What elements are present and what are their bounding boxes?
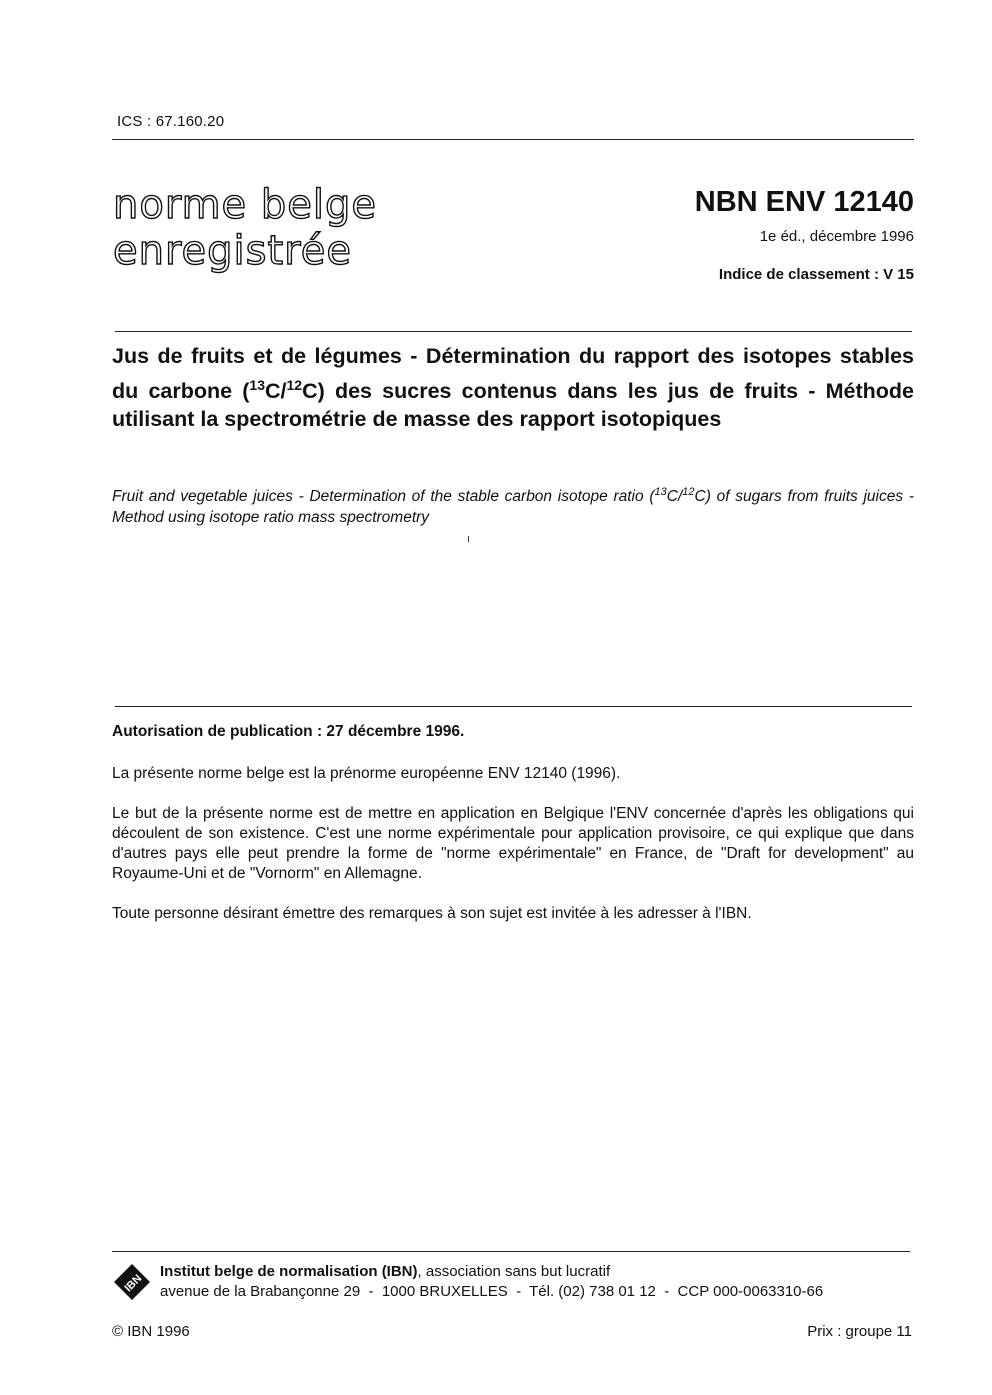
institute-line	[160, 1263, 610, 1280]
institute-name: Institut belge de normalisation (IBN)	[160, 1263, 418, 1280]
title-bottom-rule	[115, 706, 912, 707]
paragraph-2: Le but de la présente norme est de mettre en application en Belgique l'ENV concernée d'après les obligations qui découlent de son existence. C'est une norme expérimentale pour application provisoire, ce qui explique que dans d'autres pays elle peut prendre la forme de "norme expérimentale" en France, de "Draft for development" au Royaume-Uni et de "Vornorm" en Allemagne.	[112, 805, 914, 882]
edition-date: 1e éd., décembre 1996	[759, 228, 914, 245]
title-fr-part1: Jus de fruits et de légumes - Détermination du rapport des isotopes stables du carbone (	[112, 344, 914, 403]
ibn-logo-icon	[112, 1262, 152, 1302]
publication-authorization: Autorisation de publication : 27 décembre 1996.	[112, 723, 465, 740]
institute-suffix: , association sans but lucratif	[417, 1263, 611, 1280]
title-fr-sup2: 12	[286, 376, 303, 393]
title-fr-mid: C/	[265, 378, 287, 403]
title-en-part2: C) of sugars from fruits juices - Method using isotope ratio mass spectrometry	[112, 488, 914, 527]
brand-line-1: norme belge	[113, 182, 377, 228]
header-rule	[112, 139, 914, 140]
title-french	[112, 342, 914, 434]
title-en-part1: Fruit and vegetable juices - Determination of the stable carbon isotope ratio (	[112, 488, 655, 506]
footer-rule	[112, 1251, 910, 1252]
ibn-logo-text: IBN	[122, 1272, 145, 1295]
paragraph-1: La présente norme belge est la prénorme européenne ENV 12140 (1996).	[112, 765, 621, 782]
title-top-rule	[115, 331, 912, 332]
title-fr-part2: C) des sucres contenus dans les jus de fruits - Méthode utilisant la spectrométrie de masse des rapport isotopiques	[112, 378, 914, 432]
title-en-mid: C/	[666, 488, 683, 506]
brand-line-2: enregistrée	[113, 228, 352, 274]
title-en-sup1: 13	[654, 486, 667, 498]
ics-code: ICS : 67.160.20	[117, 113, 225, 130]
institute-address: avenue de la Brabançonne 29 - 1000 BRUXELLES - Tél. (02) 738 01 12 - CCP 000-0063310-66	[160, 1283, 824, 1300]
paragraph-3: Toute personne désirant émettre des remarques à son sujet est invitée à les adresser à l'IBN.	[112, 905, 752, 922]
copyright: © IBN 1996	[112, 1323, 190, 1340]
brand-wordmark	[113, 182, 377, 274]
standard-number: NBN ENV 12140	[694, 186, 914, 218]
title-fr-sup1: 13	[249, 376, 265, 393]
scan-speck: ı	[467, 533, 471, 545]
title-en-sup2: 12	[682, 486, 695, 498]
price-group: Prix : groupe 11	[807, 1323, 912, 1340]
title-english	[112, 482, 914, 528]
classification-index: Indice de classement : V 15	[718, 266, 914, 283]
